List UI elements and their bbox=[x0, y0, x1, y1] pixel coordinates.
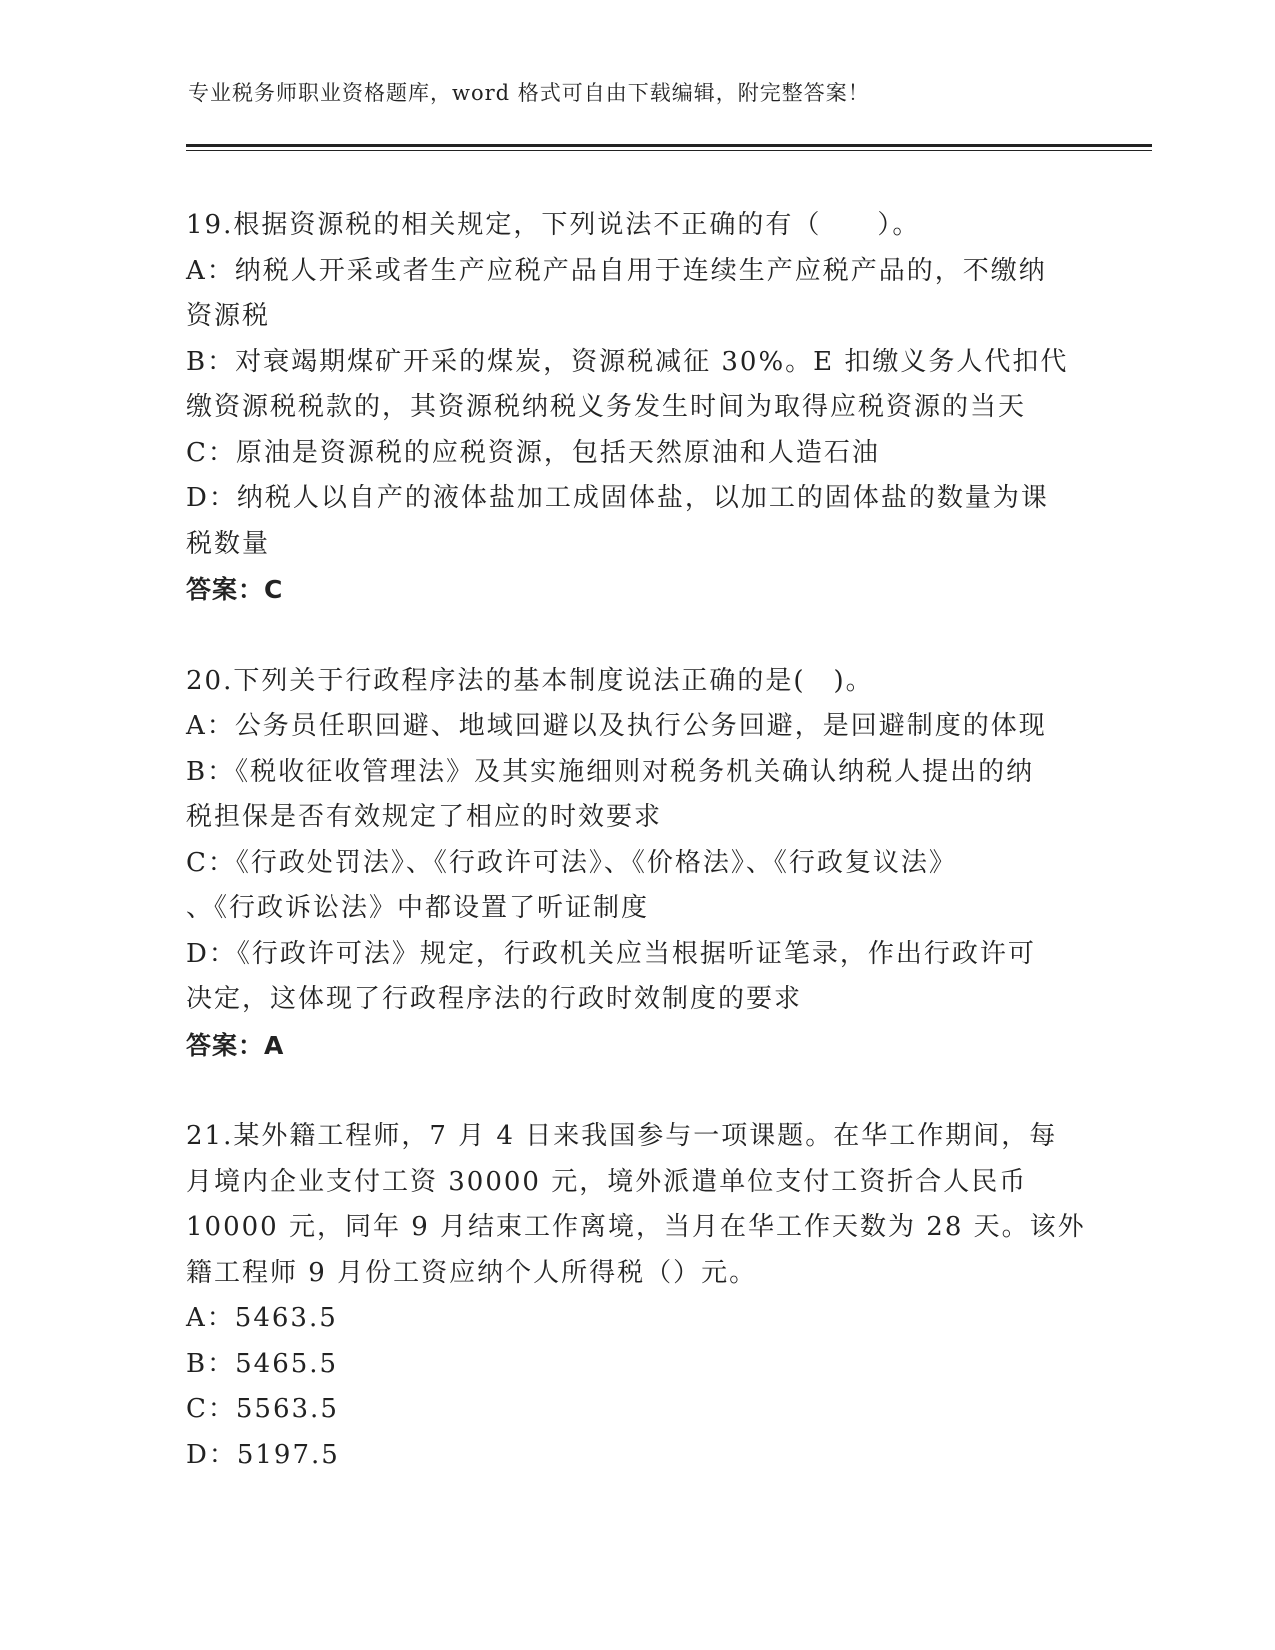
option-b: B：对衰竭期煤矿开采的煤炭，资源税减征 30%。E 扣缴义务人代扣代 bbox=[186, 346, 1069, 377]
option-b-continued: 税担保是否有效规定了相应的时效要求 bbox=[186, 802, 663, 832]
option-a: A：5463.5 bbox=[186, 1303, 338, 1333]
option-d-continued: 税数量 bbox=[186, 528, 271, 559]
option-d: D：5197.5 bbox=[186, 1439, 340, 1470]
option-a: A：公务员任职回避、地域回避以及执行公务回避，是回避制度的体现 bbox=[186, 711, 1047, 741]
question-stem: 20.下列关于行政程序法的基本制度说法正确的是( )。 bbox=[186, 665, 874, 696]
option-c: C：《行政处罚法》、《行政许可法》、《价格法》、《行政复议法》 bbox=[186, 847, 957, 878]
question-20 bbox=[186, 659, 1086, 1069]
answer-label: 答案：C bbox=[186, 575, 284, 604]
option-b-continued: 缴资源税税款的，其资源税纳税义务发生时间为取得应税资源的当天 bbox=[186, 392, 1027, 422]
option-b: B：5465.5 bbox=[186, 1348, 339, 1379]
question-stem-continued: 10000 元，同年 9 月结束工作离境，当月在华工作天数为 28 天。该外 bbox=[186, 1212, 1086, 1242]
option-c-continued: 、《行政诉讼法》中都设置了听证制度 bbox=[186, 893, 650, 923]
question-stem: 19.根据资源税的相关规定，下列说法不正确的有（ ）。 bbox=[186, 210, 921, 240]
header-divider-thin bbox=[186, 150, 1152, 151]
question-stem-continued: 月境内企业支付工资 30000 元，境外派遣单位支付工资折合人民币 bbox=[186, 1166, 1028, 1197]
option-a: A：纳税人开采或者生产应税产品自用于连续生产应税产品的，不缴纳 bbox=[186, 255, 1047, 286]
question-21 bbox=[186, 1114, 1086, 1478]
question-list bbox=[186, 203, 1086, 1524]
option-d-continued: 决定，这体现了行政程序法的行政时效制度的要求 bbox=[186, 984, 803, 1014]
question-stem: 21.某外籍工程师，7 月 4 日来我国参与一项课题。在华工作期间，每 bbox=[186, 1121, 1058, 1151]
header-divider-thick bbox=[186, 144, 1152, 147]
option-d: D：纳税人以自产的液体盐加工成固体盐，以加工的固体盐的数量为课 bbox=[186, 483, 1049, 513]
option-d: D：《行政许可法》规定，行政机关应当根据听证笔录，作出行政许可 bbox=[186, 938, 1036, 969]
option-a-continued: 资源税 bbox=[186, 301, 271, 331]
page-header: 专业税务师职业资格题库，word 格式可自由下载编辑，附完整答案！ bbox=[188, 81, 870, 105]
option-c: C：5563.5 bbox=[186, 1394, 339, 1424]
answer-label: 答案：A bbox=[186, 1030, 285, 1060]
question-stem-continued: 籍工程师 9 月份工资应纳个人所得税（）元。 bbox=[186, 1257, 758, 1288]
question-19 bbox=[186, 203, 1086, 613]
option-c: C：原油是资源税的应税资源，包括天然原油和人造石油 bbox=[186, 437, 880, 468]
option-b: B：《税收征收管理法》及其实施细则对税务机关确认纳税人提出的纳 bbox=[186, 756, 1035, 787]
